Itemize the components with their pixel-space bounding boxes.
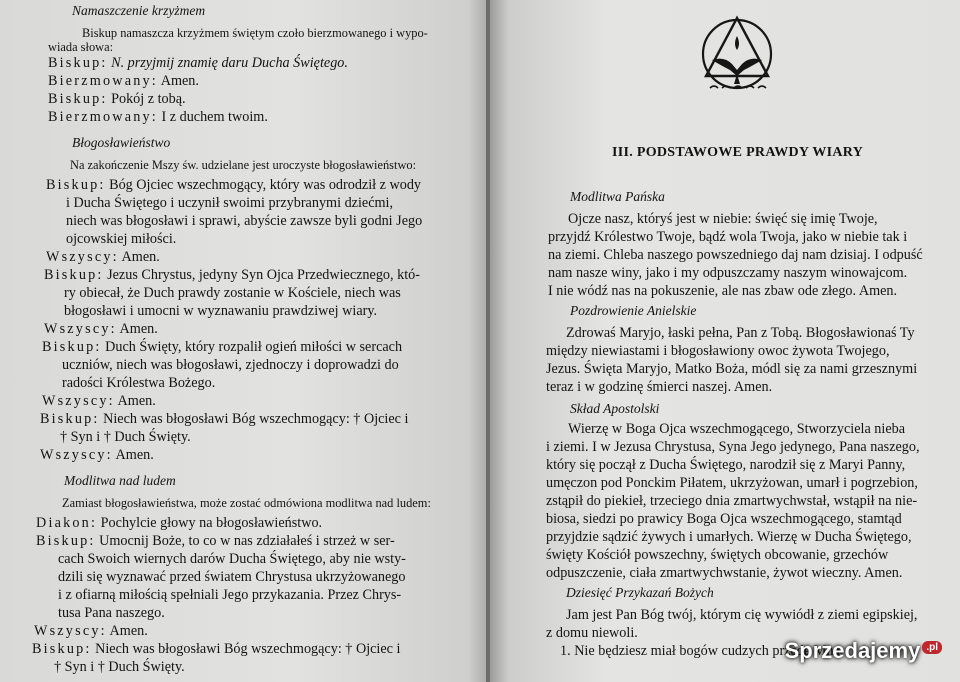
body-line: Jezus. Święta Maryjo, Matko Boża, módl się za nami grzesznymi	[546, 361, 918, 377]
dialogue-text: Amen.	[121, 249, 160, 265]
dialogue-cont: dzili się wyznawać przed światem Chrystusa ukrzyżowanego	[58, 569, 406, 585]
dialogue-line	[40, 446, 154, 464]
speaker: Bierzmowany:	[48, 73, 158, 89]
trinity-dove-emblem-icon	[694, 14, 780, 94]
dialogue-text: Amen.	[119, 321, 158, 337]
speaker: Biskup:	[44, 267, 104, 283]
dialogue-cont: niech was błogosławi i sprawi, abyście zawsze byli godni Jego	[66, 213, 423, 229]
dialogue-line	[34, 622, 148, 640]
section-heading-sklad: Skład Apostolski	[570, 401, 660, 416]
speaker: Biskup:	[32, 641, 92, 657]
body-line: między niewiastami i błogosławiony owoc żywota Twojego,	[546, 343, 890, 359]
body-line: święty Kościół powszechny, świętych obcowanie, grzechów	[546, 547, 889, 563]
dialogue-line	[44, 266, 420, 284]
dialogue-text: Amen.	[117, 393, 156, 409]
dialogue-line	[44, 320, 158, 338]
body-line: i ziemi. I w Jezusa Chrystusa, Syna Jego jedynego, Pana naszego,	[546, 439, 920, 455]
speaker: Biskup:	[42, 339, 102, 355]
speaker: Wszyscy:	[40, 447, 113, 463]
body-line: przyjdź Królestwo Twoje, bądź wola Twoja, jako w niebie tak i	[548, 229, 908, 245]
dialogue-text: Niech was błogosławi Bóg wszechmogący: † Ojciec i	[103, 411, 409, 427]
body-line: Zdrowaś Maryjo, łaski pełna, Pan z Tobą. Błogosławionaś Ty	[566, 325, 915, 341]
watermark	[785, 638, 942, 664]
speaker: Biskup:	[48, 55, 108, 71]
dialogue-text: Bóg Ojciec wszechmogący, który was odrodził z wody	[109, 177, 422, 193]
speaker: Wszyscy:	[34, 623, 107, 639]
rubric-line: Zamiast błogosławieństwa, może zostać odmówiona modlitwa nad ludem:	[62, 496, 431, 510]
dialogue-line	[40, 410, 408, 428]
dialogue-cont: błogosławi i umocni w wyznawaniu prawdziwej wiary.	[64, 303, 378, 319]
rubric-line: Na zakończenie Mszy św. udzielane jest uroczyste błogosławieństwo:	[70, 158, 417, 172]
dialogue-cont: radości Królestwa Bożego.	[62, 375, 216, 391]
body-line: teraz i w godzinę śmierci naszej. Amen.	[546, 379, 773, 395]
speaker: Diakon:	[36, 515, 98, 531]
speaker: Wszyscy:	[46, 249, 119, 265]
body-line: I nie wódź nas na pokuszenie, ale nas zbaw ode złego. Amen.	[548, 283, 898, 299]
dialogue-cont: i z ofiarną miłością spełniali Jego przykazania. Przez Chrys-	[58, 587, 402, 603]
section-heading-modlitwa-panska: Modlitwa Pańska	[570, 189, 665, 204]
speaker: Biskup:	[48, 91, 108, 107]
body-line: Jam jest Pan Bóg twój, którym cię wywiódł z ziemi egipskiej,	[566, 607, 918, 623]
dialogue-line	[48, 108, 268, 126]
speaker: Wszyscy:	[42, 393, 115, 409]
dialogue-line	[46, 248, 160, 266]
dialogue-text: N. przyjmij znamię daru Ducha Świętego.	[111, 55, 348, 71]
speaker: Wszyscy:	[44, 321, 117, 337]
body-line: nam nasze winy, jako i my odpuszczamy naszym winowajcom.	[548, 265, 908, 281]
dialogue-text: Jezus Chrystus, jedyny Syn Ojca Przedwiecznego, któ-	[107, 267, 420, 283]
dialogue-line	[42, 338, 402, 356]
body-line: który się począł z Ducha Świętego, narodził się z Maryi Panny,	[546, 457, 906, 473]
body-line: przyjdzie sądzić żywych i umarłych. Wierzę w Ducha Świętego,	[546, 529, 912, 545]
rubric-line: Biskup namaszcza krzyżmem świętym czoło bierzmowanego i wypo-	[82, 26, 428, 40]
section-heading-namaszczenie: Namaszczenie krzyżmem	[72, 3, 206, 18]
body-line: umęczon pod Ponckim Piłatem, ukrzyżowan, umarł i pogrzebion,	[546, 475, 918, 491]
watermark-suffix: .pl	[922, 641, 942, 654]
dialogue-cont: ry obiecał, że Duch prawdy zostanie w Kościele, niech was	[64, 285, 401, 301]
dialogue-text: Duch Święty, który rozpalił ogień miłości w sercach	[105, 339, 403, 355]
speaker: Biskup:	[36, 533, 96, 549]
body-line: na ziemi. Chleba naszego powszedniego daj nam dzisiaj. I odpuść	[548, 247, 923, 263]
dialogue-text: Amen.	[160, 73, 199, 89]
dialogue-text: Niech was błogosławi Bóg wszechmogący: † Ojciec i	[95, 641, 401, 657]
speaker: Bierzmowany:	[48, 109, 158, 125]
section-heading-blogoslawienstwo: Błogosławieństwo	[72, 135, 171, 150]
dialogue-cont: uczniów, niech was błogosławi, zjednoczy i doprowadzi do	[62, 357, 399, 373]
dialogue-line	[36, 532, 395, 550]
body-line: odpuszczenie, ciała zmartwychwstanie, żywot wieczny. Amen.	[546, 565, 903, 581]
dialogue-cont: † Syn i † Duch Święty.	[54, 659, 185, 675]
dialogue-cont: tusa Pana naszego.	[58, 605, 165, 621]
watermark-text: Sprzedajemy	[784, 638, 921, 663]
dialogue-text: Amen.	[115, 447, 154, 463]
dialogue-line	[46, 176, 421, 194]
dialogue-line	[48, 72, 199, 90]
dialogue-text: Pokój z tobą.	[111, 91, 186, 107]
body-line: z domu niewoli.	[546, 625, 638, 641]
section-heading-pozdrowienie: Pozdrowienie Anielskie	[570, 303, 697, 318]
dialogue-text: I z duchem twoim.	[161, 109, 268, 125]
dialogue-line	[32, 640, 400, 658]
dialogue-line	[36, 514, 322, 532]
body-line: Wierzę w Boga Ojca wszechmogącego, Stworzyciela nieba	[568, 421, 906, 437]
dialogue-text: Pochylcie głowy na błogosławieństwo.	[100, 515, 323, 531]
dialogue-text: Umocnij Boże, to co w nas zdziałałeś i strzeż w ser-	[99, 533, 395, 549]
body-line: biosa, siedzi po prawicy Boga Ojca wszechmogącego, stamtąd	[546, 511, 902, 527]
section-heading-przykazania: Dziesięć Przykazań Bożych	[566, 585, 714, 600]
speaker: Biskup:	[40, 411, 100, 427]
dialogue-cont: cach Swoich wiernych darów Ducha Świętego, aby nie wsty-	[58, 551, 406, 567]
rubric-line: wiada słowa:	[48, 40, 114, 54]
dialogue-line	[48, 54, 348, 72]
dialogue-cont: † Syn i † Duch Święty.	[60, 429, 191, 445]
right-page	[490, 0, 960, 682]
dialogue-cont: i Ducha Świętego i uczynił swoimi przybranymi dziećmi,	[66, 195, 394, 211]
dialogue-line	[42, 392, 156, 410]
dialogue-text: Amen.	[109, 623, 148, 639]
section-heading-modlitwa: Modlitwa nad ludem	[64, 473, 176, 488]
body-line: Ojcze nasz, któryś jest w niebie: święć się imię Twoje,	[568, 211, 878, 227]
dialogue-cont: ojcowskiej miłości.	[66, 231, 177, 247]
dialogue-line	[48, 90, 186, 108]
body-line: 1. Nie będziesz miał bogów cudzych przede Mną.	[560, 643, 844, 659]
speaker: Biskup:	[46, 177, 106, 193]
body-line: zstąpił do piekieł, trzeciego dnia zmartwychwstał, wstąpił na nie-	[546, 493, 918, 509]
chapter-title: III. PODSTAWOWE PRAWDY WIARY	[612, 145, 864, 160]
